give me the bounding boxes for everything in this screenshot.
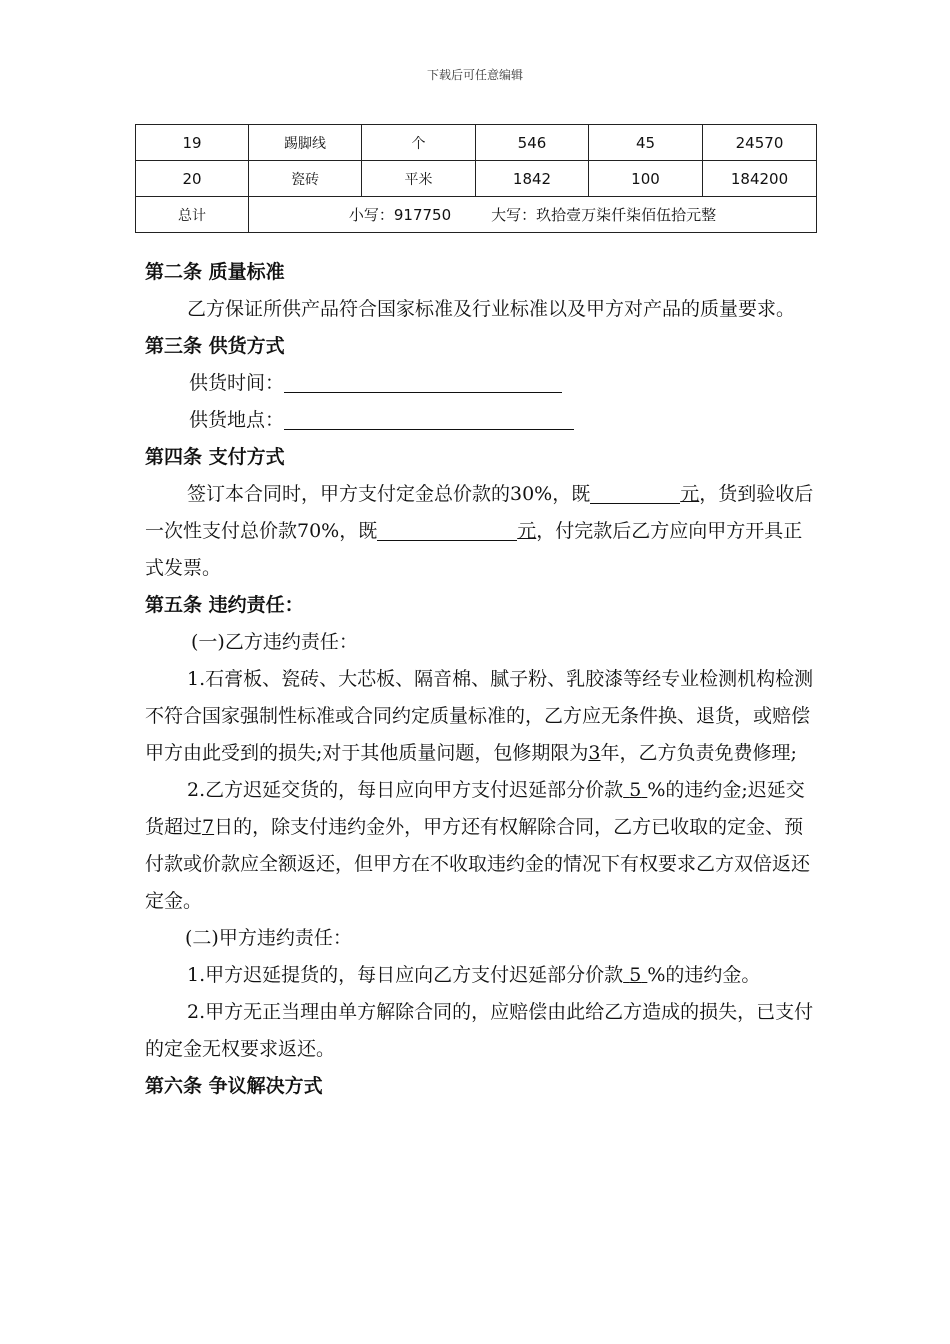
cell-amount: 24570 [703,125,817,161]
party-b-liability-heading: (一)乙方违约责任： [191,631,358,653]
price-table [135,124,817,233]
cell-no: 20 [136,161,249,197]
supply-time-line [145,365,815,402]
party-b-item-2 [145,772,815,920]
supply-place-line [145,402,815,439]
small-label: 小写： [348,206,394,224]
contract-body [145,254,815,1105]
payment-text-2: ，货到验收后一次性支付总价款70%，既 [145,483,814,542]
article-2-title: 第二条 质量标准 [145,261,285,283]
item-2-text-b: %的违约金;迟延交货超过 [145,779,805,838]
cell-unit: 个 [362,125,476,161]
total-amounts [249,197,817,233]
balance-blank [377,518,517,541]
article-3-title: 第三条 供货方式 [145,335,285,357]
small-value: 917750 [393,206,452,224]
article-4-text [145,476,815,587]
cell-qty: 546 [476,125,589,161]
article-6-title: 第六条 争议解决方式 [145,1075,323,1097]
supply-time-label: 供货时间： [189,372,285,394]
item-2-text-c: 日的，除支付违约金外，甲方还有权解除合同，乙方已收取的定金、预付款或价款应全额返还，但甲方在不收取违约金的情况下有权要求乙方双倍返还定金。 [145,816,811,912]
deposit-unit: 元 [680,483,700,505]
item-2-text-a: 2.乙方迟延交货的，每日应向甲方支付迟延部分价款 [187,779,624,801]
payment-text-3: ，付完款后乙方应向甲方开具正式发票。 [145,520,803,579]
cell-no: 19 [136,125,249,161]
total-label: 总计 [136,197,249,233]
cell-unit: 平米 [362,161,476,197]
delay-days: 7 [202,816,215,838]
cell-name: 踢脚线 [249,125,362,161]
party-b-item-1 [145,661,815,772]
cell-price: 100 [589,161,703,197]
big-label: 大写： [491,206,537,224]
article-2-text: 乙方保证所供产品符合国家标准及行业标准以及甲方对产品的质量要求。 [187,298,796,320]
cell-amount: 184200 [703,161,817,197]
party-a-item-2: 2.甲方无正当理由单方解除合同的，应赔偿由此给乙方造成的损失，已支付的定金无权要求返还。 [145,1001,814,1060]
penalty-rate-b: 5 [629,779,642,801]
payment-text-1: 签订本合同时，甲方支付定金总价款的30%，既 [187,483,591,505]
penalty-rate-a: 5 [629,964,642,986]
cell-qty: 1842 [476,161,589,197]
article-4-title: 第四条 支付方式 [145,446,285,468]
deposit-blank [590,481,680,504]
party-a-item-1 [145,957,815,994]
balance-unit: 元 [517,520,537,542]
cell-name: 瓷砖 [249,161,362,197]
big-value: 玖拾壹万柒仟柒佰伍拾元整 [536,206,717,224]
supply-place-label: 供货地点： [189,409,285,431]
item-1-text-b: 年，乙方负责免费修理; [600,742,797,764]
page-header: 下载后可任意编辑 [426,68,523,82]
table-total-row [136,197,817,233]
article-5-title: 第五条 违约责任： [145,594,304,616]
cell-price: 45 [589,125,703,161]
warranty-years: 3 [588,742,601,764]
item-1-text-a: 1.石膏板、瓷砖、大芯板、隔音棉、腻子粉、乳胶漆等经专业检测机构检测不符合国家强制性标准或合同约定质量标准的，乙方应无条件换、退货，或赔偿甲方由此受到的损失;对于其他质量问题，包修期限为 [145,668,814,764]
supply-time-blank [284,370,562,393]
item-a1-text-a: 1.甲方迟延提货的，每日应向乙方支付迟延部分价款 [187,964,624,986]
supply-place-blank [284,407,574,430]
table-row [136,125,817,161]
party-a-liability-heading: (二)甲方违约责任： [185,927,352,949]
item-a1-text-b: %的违约金。 [647,964,761,986]
table-row [136,161,817,197]
